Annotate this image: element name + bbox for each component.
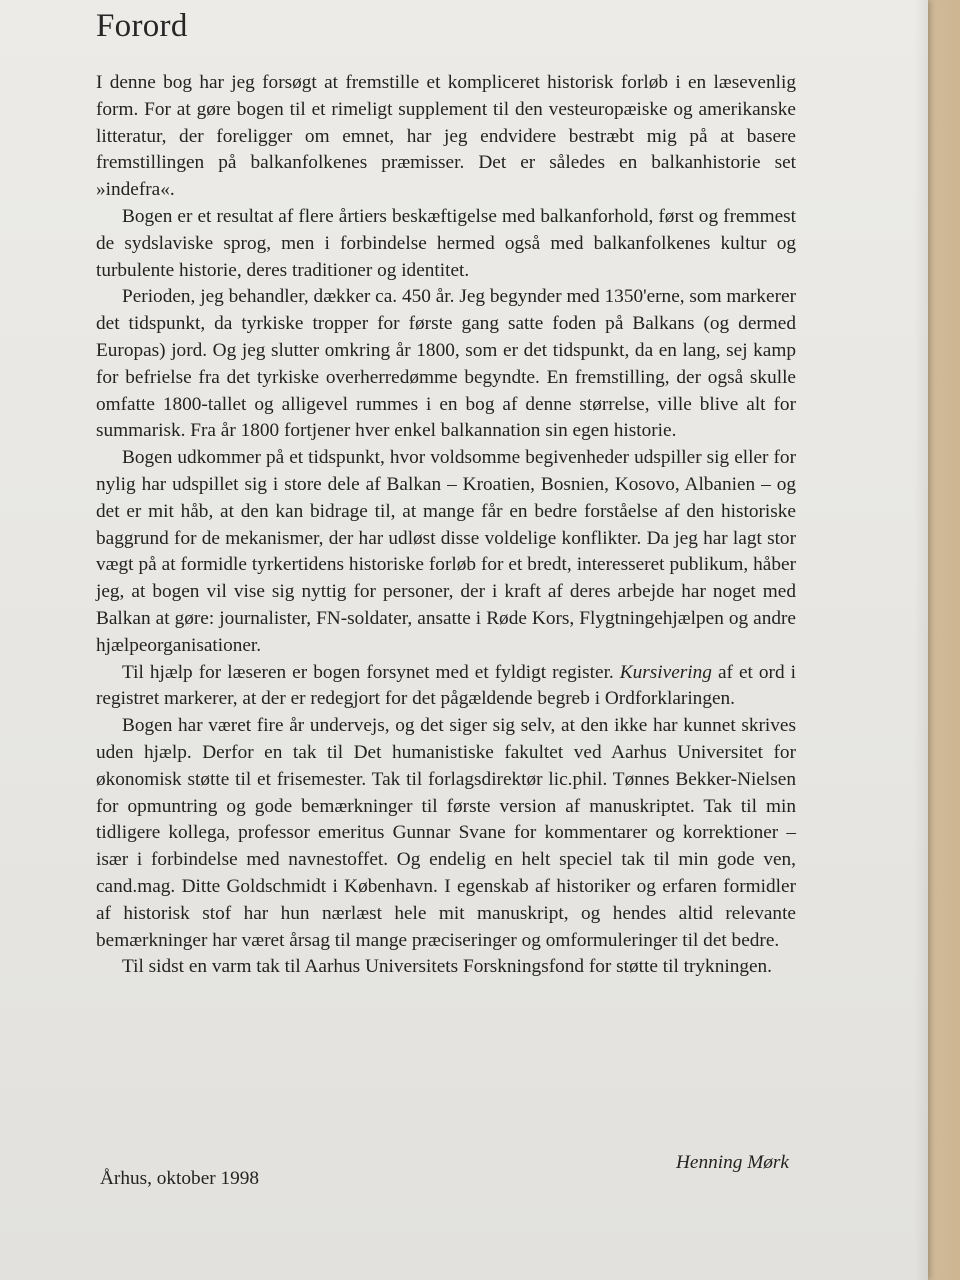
paragraph-5-end: af et ord i registret markerer, at der er redegjort for det pågældende begreb i Ordforklaringen. <box>96 661 797 710</box>
paragraph-7: Til sidst en varm tak til Aarhus Universitets Forskningsfond for støtte til trykningen. <box>122 956 772 978</box>
preface-body <box>96 70 796 981</box>
paragraph-2: Bogen er et resultat af flere årtiers beskæftigelse med balkanforhold, først og fremmest de sydslaviske sprog, men i forbindelse hermed også med balkanfolkenes kultur og turbulente historie, deres traditioner og identitet. <box>96 205 796 281</box>
paragraph-5-start: Til hjælp for læseren er bogen forsynet med et fyldigt register. <box>122 661 620 683</box>
place-and-date: Århus, oktober 1998 <box>100 1168 260 1189</box>
page-edge-shadow <box>914 0 928 1280</box>
paragraph-4: Bogen udkommer på et tidspunkt, hvor voldsomme begivenheder udspiller sig eller for nylig har udspillet sig i store dele af Balkan – Kroatien, Bosnien, Kosovo, Albanien – og det er mit håb, at den kan bidrage til, at mange får en bedre forståelse af den historiske baggrund for de mekanismer, der har udløst disse voldelige konflikter. Da jeg har lagt stor vægt på at formidle tyrkertidens historiske forløb for et bredt, interesseret publikum, håber jeg, at bogen vil vise sig nyttig for personer, der i kraft af deres arbejde har noget med Balkan at gøre: journalister, FN-soldater, ansatte i Røde Kors, Flygtningehjælpen og andre hjælpeorganisationer. <box>96 447 796 656</box>
paragraph-6: Bogen har været fire år undervejs, og det siger sig selv, at den ikke har kunnet skrives uden hjælp. Derfor en tak til Det humanistiske fakultet ved Aarhus Universitet for økonomisk støtte til et frisemester. Tak til forlagsdirektør lic.phil. Tønnes Bekker-Nielsen for opmuntring og gode bemærkninger til første version af manuskriptet. Tak til min tidligere kollega, professor emeritus Gunnar Svane for kommentarer og korrektioner – især i forbindelse med navnestoffet. Og endelig en helt speciel tak til min gode ven, cand.mag. Ditte Goldschmidt i København. I egenskab af historiker og erfaren formidler af historisk stof har hun nærlæst hele mit manuskript, og hendes altid relevante bemærkninger har været årsag til mange præciseringer og omformuleringer til det bedre. <box>96 715 796 951</box>
paragraph-5 <box>96 660 796 714</box>
paragraph-3: Perioden, jeg behandler, dækker ca. 450 år. Jeg begynder med 1350'erne, som markerer det tidspunkt, da tyrkiske tropper for første gang satte foden på Balkans (og dermed Europas) jord. Og jeg slutter omkring år 1800, som er det tidspunkt, da en lang, sej kamp for befrielse fra det tyrkiske overherredømme begyndte. En fremstilling, der også skulle omfatte 1800-tallet og alligevel rummes i en bog af denne størrelse, ville blive alt for summarisk. Fra år 1800 fortjener hver enkel balkannation sin egen historie. <box>96 286 796 442</box>
page-title: Forord <box>96 8 188 44</box>
author-signature: Henning Mørk <box>676 1152 789 1173</box>
paragraph-5-italic-term: Kursivering <box>619 661 712 683</box>
paragraph-1: I denne bog har jeg forsøgt at fremstille et kompliceret historisk forløb i en læsevenlig form. For at gøre bogen til et rimeligt supplement til den vesteuropæiske og amerikanske litteratur, der foreligger om emnet, har jeg endvidere bestræbt mig på at basere fremstillingen på balkanfolkenes præmisser. Det er således en balkanhistorie set »indefra«. <box>96 72 796 201</box>
